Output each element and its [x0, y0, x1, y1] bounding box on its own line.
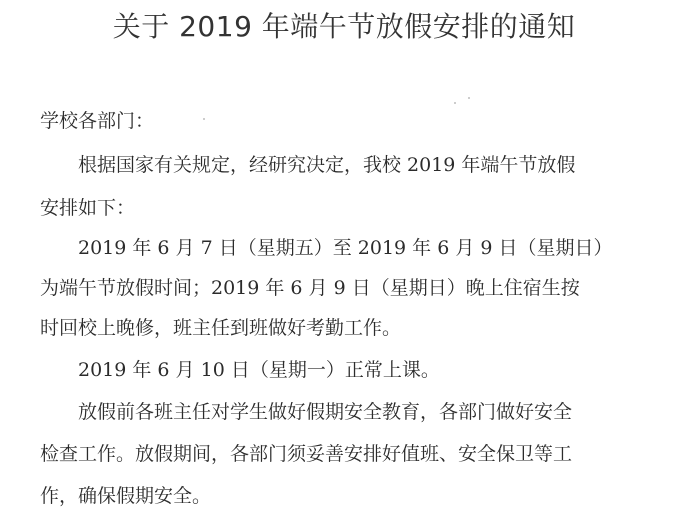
body-line: 检查工作。放假期间，各部门须妥善安排好值班、安全保卫等工	[40, 443, 573, 465]
salutation-line: 学校各部门：	[40, 110, 155, 132]
scan-speck	[468, 97, 470, 99]
body-line: 根据国家有关规定，经研究决定，我校 2019 年端午节放假	[78, 154, 576, 176]
body-line: 时回校上晚修，班主任到班做好考勤工作。	[40, 317, 402, 339]
body-line: 安排如下：	[40, 197, 136, 219]
body-line: 放假前各班主任对学生做好假期安全教育，各部门做好安全	[78, 401, 573, 423]
body-line: 2019 年 6 月 7 日（星期五）至 2019 年 6 月 9 日（星期日）	[78, 237, 613, 259]
scan-speck	[203, 118, 205, 120]
body-line: 2019 年 6 月 10 日（星期一）正常上课。	[78, 359, 440, 381]
body-line: 为端午节放假时间；2019 年 6 月 9 日（星期日）晚上住宿生按	[40, 277, 580, 299]
scan-speck	[454, 102, 456, 104]
body-line: 作，确保假期安全。	[40, 485, 212, 507]
notice-title: 关于 2019 年端午节放假安排的通知	[112, 10, 576, 43]
